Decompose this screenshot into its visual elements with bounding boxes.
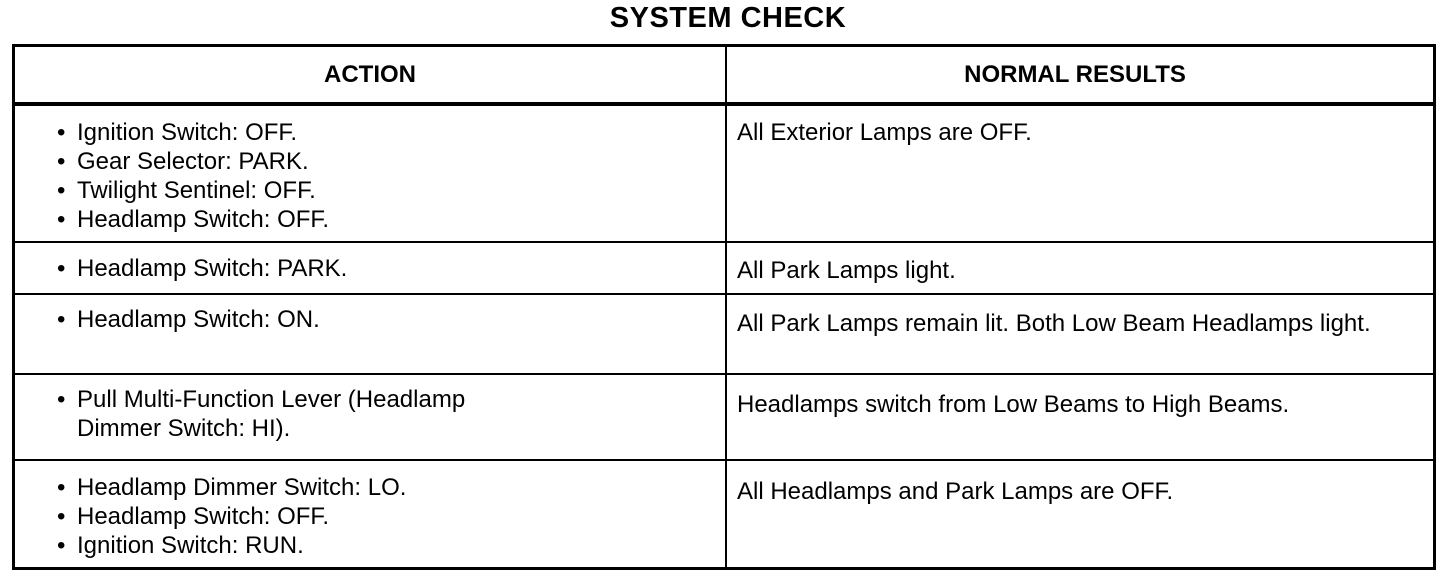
action-cell xyxy=(15,461,725,567)
list-item: • Headlamp Switch: OFF. xyxy=(57,205,725,234)
action-cell xyxy=(15,295,725,373)
list-item: • Twilight Sentinel: OFF. xyxy=(57,176,725,205)
action-cell xyxy=(15,375,725,459)
action-list xyxy=(57,254,725,283)
list-item: • Headlamp Dimmer Switch: LO. xyxy=(57,473,725,502)
action-list xyxy=(57,118,725,234)
result-text: All Park Lamps light. xyxy=(737,257,956,284)
action-list xyxy=(57,473,725,560)
action-list xyxy=(57,305,725,334)
header-action: ACTION xyxy=(324,61,416,88)
list-item: • Headlamp Switch: ON. xyxy=(57,305,725,334)
table-header-row xyxy=(15,47,1433,106)
action-cell xyxy=(15,243,725,293)
result-text: All Park Lamps remain lit. Both Low Beam Headlamps light. xyxy=(737,310,1371,337)
table-row xyxy=(15,243,1433,295)
table-row xyxy=(15,106,1433,243)
list-item: • Headlamp Switch: PARK. xyxy=(57,254,725,283)
system-check-table xyxy=(12,44,1436,570)
table-row xyxy=(15,461,1433,567)
list-item: • Ignition Switch: RUN. xyxy=(57,531,725,560)
result-cell xyxy=(727,461,1433,567)
result-text: All Exterior Lamps are OFF. xyxy=(737,119,1032,146)
list-item: • Headlamp Switch: OFF. xyxy=(57,502,725,531)
header-normal-results: NORMAL RESULTS xyxy=(964,61,1186,88)
list-item: • Ignition Switch: OFF. xyxy=(57,118,725,147)
page-title: SYSTEM CHECK xyxy=(609,2,847,34)
result-cell xyxy=(727,243,1433,293)
action-cell xyxy=(15,106,725,241)
result-cell xyxy=(727,295,1433,373)
action-list xyxy=(57,385,477,443)
result-cell xyxy=(727,106,1433,241)
result-cell xyxy=(727,375,1433,459)
result-text: Headlamps switch from Low Beams to High Beams. xyxy=(737,391,1290,418)
table-row xyxy=(15,295,1433,375)
result-text: All Headlamps and Park Lamps are OFF. xyxy=(737,478,1174,505)
table-row xyxy=(15,375,1433,461)
list-item: • Gear Selector: PARK. xyxy=(57,147,725,176)
list-item: • Pull Multi-Function Lever (Headlamp Dimmer Switch: HI). xyxy=(57,385,477,443)
